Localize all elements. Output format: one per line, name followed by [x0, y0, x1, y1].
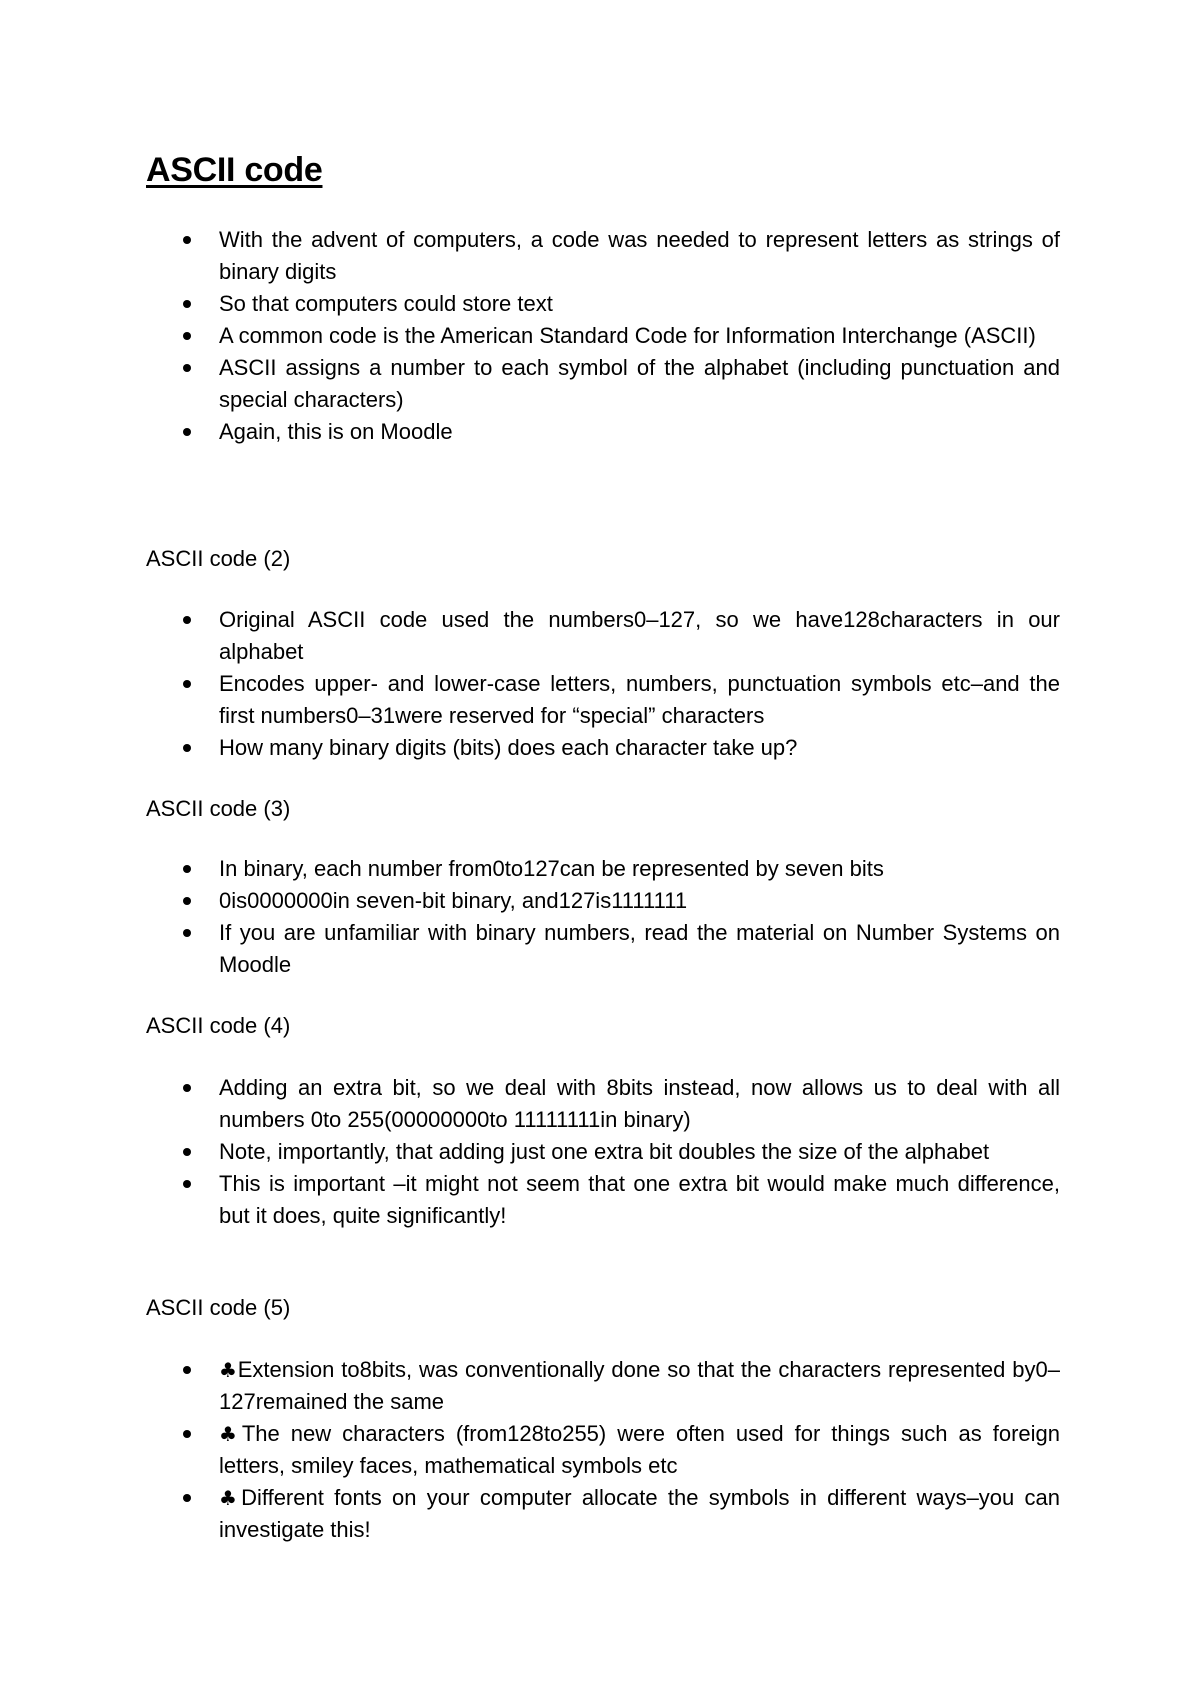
list-item: 0is0000000in seven-bit binary, and127is1111111 [146, 885, 1060, 917]
section-heading-5: ASCII code (5) [146, 1295, 291, 1320]
document-title: ASCII code [146, 151, 323, 189]
bullet-icon [183, 1494, 191, 1502]
bullet-icon [183, 364, 191, 372]
bullet-icon [183, 428, 191, 436]
bullet-icon [183, 1180, 191, 1188]
club-suit-icon: ♣ [219, 1358, 238, 1382]
list-item: How many binary digits (bits) does each character take up? [146, 732, 1060, 764]
list-item: ♣Different fonts on your computer allocate the symbols in different ways–you can investigate this! [146, 1482, 1060, 1546]
list-item: Adding an extra bit, so we deal with 8bits instead, now allows us to deal with all numbers 0to 255(00000000to 11111111in binary) [146, 1072, 1060, 1136]
bullet-icon [183, 616, 191, 624]
section-heading-2: ASCII code (2) [146, 546, 291, 571]
section-heading-3: ASCII code (3) [146, 796, 291, 821]
list-item: Original ASCII code used the numbers0–127, so we have128characters in our alphabet [146, 604, 1060, 668]
list-item: Encodes upper- and lower-case letters, numbers, punctuation symbols etc–and the first numbers0–31were reserved for “special” characters [146, 668, 1060, 732]
bullet-icon [183, 1430, 191, 1438]
section-5-bullet-list [146, 1354, 1060, 1546]
bullet-icon [183, 1366, 191, 1374]
list-item: ASCII assigns a number to each symbol of the alphabet (including punctuation and special characters) [146, 352, 1060, 416]
club-suit-icon: ♣ [219, 1422, 242, 1446]
list-item: If you are unfamiliar with binary numbers, read the material on Number Systems on Moodle [146, 917, 1060, 981]
bullet-icon [183, 332, 191, 340]
list-item: A common code is the American Standard Code for Information Interchange (ASCII) [146, 320, 1060, 352]
bullet-icon [183, 865, 191, 873]
bullet-icon [183, 897, 191, 905]
section-3-bullet-list [146, 853, 1060, 981]
list-item: ♣The new characters (from128to255) were often used for things such as foreign letters, smiley faces, mathematical symbols etc [146, 1418, 1060, 1482]
bullet-icon [183, 929, 191, 937]
club-suit-icon: ♣ [219, 1486, 242, 1510]
bullet-icon [183, 1084, 191, 1092]
section-2-bullet-list [146, 604, 1060, 764]
list-item: Note, importantly, that adding just one extra bit doubles the size of the alphabet [146, 1136, 1060, 1168]
list-item: With the advent of computers, a code was needed to represent letters as strings of binary digits [146, 224, 1060, 288]
bullet-icon [183, 300, 191, 308]
list-item: ♣Extension to8bits, was conventionally done so that the characters represented by0–127remained the same [146, 1354, 1060, 1418]
bullet-icon [183, 744, 191, 752]
section-heading-4: ASCII code (4) [146, 1013, 291, 1038]
bullet-icon [183, 236, 191, 244]
list-item: This is important –it might not seem that one extra bit would make much difference, but it does, quite significantly! [146, 1168, 1060, 1232]
list-item: So that computers could store text [146, 288, 1060, 320]
list-item: Again, this is on Moodle [146, 416, 1060, 448]
intro-bullet-list [146, 224, 1060, 448]
section-4-bullet-list [146, 1072, 1060, 1232]
bullet-icon [183, 1148, 191, 1156]
bullet-icon [183, 680, 191, 688]
list-item: In binary, each number from0to127can be represented by seven bits [146, 853, 1060, 885]
